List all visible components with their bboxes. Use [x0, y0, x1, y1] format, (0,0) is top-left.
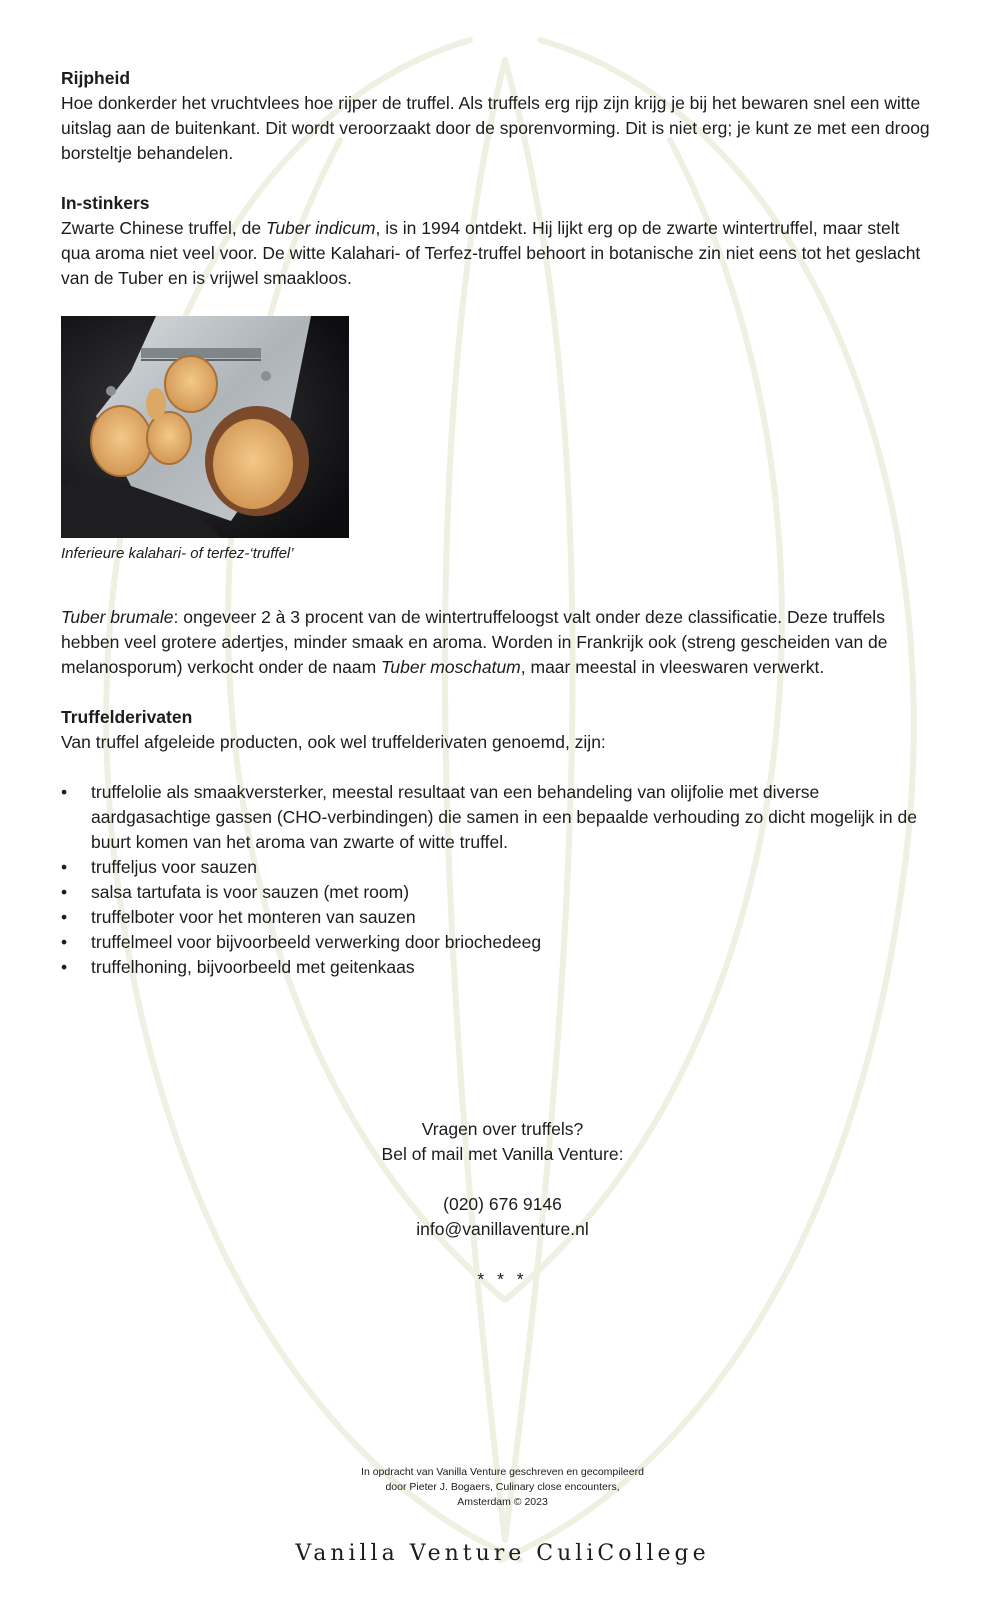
- contact-phone: (020) 676 9146: [443, 1194, 562, 1214]
- section-separator: * * *: [477, 1269, 528, 1289]
- paragraph-rijpheid: Hoe donkerder het vruchtvlees hoe rijper de truffel. Als truffels erg rijp zijn krijg je bij het bewaren snel een witte uitslag aan de buitenkant. Dit wordt veroorzaakt door de sporenvorming. Dit is niet erg; je kunt ze met een droog borsteltje behandelen.: [61, 93, 930, 163]
- paragraph-derivaten-intro: Van truffel afgeleide producten, ook wel truffelderivaten genoemd, zijn:: [61, 732, 606, 752]
- contact-cta: Bel of mail met Vanilla Venture:: [381, 1144, 624, 1164]
- heading-truffelderivaten: Truffelderivaten: [61, 707, 193, 727]
- contact-email: info@vanillaventure.nl: [416, 1219, 589, 1239]
- credits-line: door Pieter J. Bogaers, Culinary close encounters,: [385, 1481, 620, 1493]
- list-item: • truffelmeel voor bijvoorbeeld verwerking door briochedeeg: [61, 930, 931, 955]
- credits-block: [0, 1465, 1005, 1510]
- credits-line: Amsterdam © 2023: [457, 1496, 548, 1508]
- contact-block: [0, 1117, 1005, 1292]
- document-body: [61, 66, 931, 980]
- credits-line: In opdracht van Vanilla Venture geschreven en gecompileerd: [361, 1466, 644, 1478]
- contact-question: Vragen over truffels?: [421, 1119, 584, 1139]
- brand-wordmark: Vanilla Venture CuliCollege: [295, 1541, 710, 1566]
- paragraph-tuber-brumale: Tuber brumale: ongeveer 2 à 3 procent van de wintertruffeloogst valt onder deze classificatie. Deze truffels hebben veel grotere adertjes, minder smaak en aroma. Worden in Frankrijk ook (streng gescheiden van de melanosporum) verkocht onder de naam Tuber moschatum, maar meestal in vleeswaren verwerkt.: [61, 607, 888, 677]
- list-item: • truffelolie als smaakversterker, meestal resultaat van een behandeling van olijfolie met diverse aardgasachtige gassen (CHO-verbindingen) die samen in een bepaalde verhouding zo dicht mogelijk in de buurt komen van het aroma van zwarte of witte truffel.: [61, 780, 931, 855]
- list-item: • truffeljus voor sauzen: [61, 855, 931, 880]
- list-item: • salsa tartufata is voor sauzen (met room): [61, 880, 931, 905]
- kalahari-truffle-photo: [61, 316, 349, 538]
- heading-instinkers: In-stinkers: [61, 193, 150, 213]
- list-item: • truffelboter voor het monteren van sauzen: [61, 905, 931, 930]
- heading-rijpheid: Rijpheid: [61, 68, 131, 88]
- photo-caption: Inferieure kalahari- of terfez-‘truffel’: [61, 545, 294, 562]
- list-item: • truffelhoning, bijvoorbeeld met geitenkaas: [61, 955, 931, 980]
- paragraph-instinkers: Zwarte Chinese truffel, de Tuber indicum, is in 1994 ontdekt. Hij lijkt erg op de zwarte wintertruffel, maar stelt qua aroma niet veel voor. De witte Kalahari- of Terfez-truffel behoort in botanische zin niet eens tot het geslacht van de Tuber en is vrijwel smaakloos.: [61, 218, 921, 288]
- derivaten-list: [61, 780, 931, 980]
